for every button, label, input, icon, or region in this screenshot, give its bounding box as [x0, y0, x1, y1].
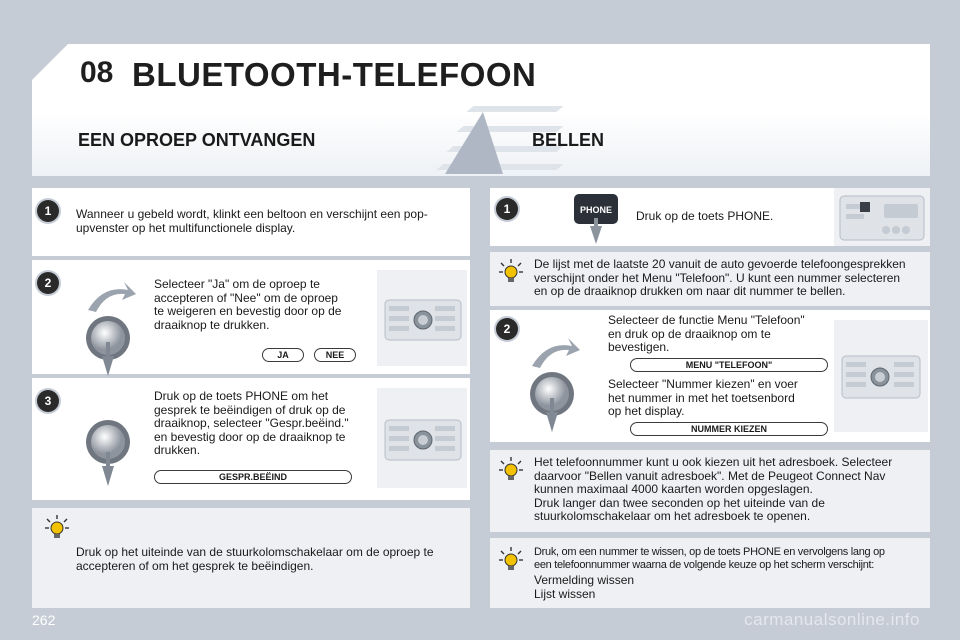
right-step2-text-b: Selecteer "Nummer kiezen" en voer het nummer in met het toetsenbord op het display.: [608, 377, 798, 418]
right-step1-text: Druk op de toets PHONE.: [636, 209, 774, 223]
nummer-kiezen-button[interactable]: NUMMER KIEZEN: [630, 422, 828, 436]
no-button[interactable]: NEE: [314, 348, 356, 362]
radio-panel-icon: [834, 188, 930, 246]
right-tip1-text: De lijst met de laatste 20 vanuit de auto gevoerde telefoongesprekken verschijnt onder het Menu "Telefoon". U kunt een nummer selecteren en op de draaiknop drukken om naar dit nummer te bellen.: [534, 257, 906, 298]
page-title: BLUETOOTH-TELEFOON: [132, 56, 537, 93]
step-badge: 1: [37, 200, 59, 222]
rotary-knob-icon: [78, 280, 138, 380]
left-step1-text: Wanneer u gebeld wordt, klinkt een beltoon en verschijnt een pop- upvenster op het multifunctionele display.: [76, 207, 428, 235]
right-tip2-text: Het telefoonnummer kunt u ook kiezen uit het adresboek. Selecteer daarvoor "Bellen vanuit adresboek". Met de Peugeot Connect Nav kunnen maximaal 4000 kaarten worden opgeslagen. Druk langer dan twee seconden op het uiteinde van de stuurkolomschakelaar om het adresboek te openen.: [534, 455, 893, 523]
header-corner: [32, 44, 68, 80]
decorative-shard: [445, 112, 503, 174]
left-tip-text: Druk op het uiteinde van de stuurkolomschakelaar om de oproep te accepteren of om het gesprek te beëindigen.: [76, 545, 434, 573]
page-number: 262: [32, 612, 56, 628]
phone-key-label: PHONE: [579, 205, 613, 215]
radio-panel-icon: [834, 320, 928, 432]
phone-key-icon: [570, 192, 622, 244]
right-tip2-panel: [490, 450, 930, 532]
lightbulb-icon: [498, 546, 524, 572]
right-step2-panel: [490, 310, 930, 442]
left-step1-panel: [32, 188, 470, 256]
lightbulb-icon: [44, 514, 70, 540]
step-badge: 2: [496, 318, 518, 340]
right-step1-panel: [490, 188, 930, 246]
step-badge: 2: [37, 272, 59, 294]
menu-telefoon-button[interactable]: MENU "TELEFOON": [630, 358, 828, 372]
watermark: carmanualsonline.info: [744, 610, 920, 629]
section-title-call: BELLEN: [532, 130, 604, 150]
right-tip3-text-small: Druk, om een nummer te wissen, op de toets PHONE en vervolgens lang op een telefoonnummer waarna de volgende keuze op het scherm verschijnt:: [534, 546, 885, 571]
right-tip3-options: Vermelding wissen Lijst wissen: [534, 573, 635, 601]
lightbulb-icon: [498, 258, 524, 284]
chapter-number: 08: [80, 56, 114, 89]
radio-panel-icon: [377, 388, 467, 488]
right-tip3-panel: [490, 538, 930, 608]
left-tip-panel: [32, 508, 470, 608]
step-badge: 3: [37, 390, 59, 412]
section-title-receive: EEN OPROEP ONTVANGEN: [78, 130, 316, 150]
rotary-knob-icon: [522, 336, 582, 436]
right-step2-text-a: Selecteer de functie Menu "Telefoon" en druk op de draaiknop om te bevestigen.: [608, 313, 805, 354]
left-step3-text: Druk op de toets PHONE om het gesprek te beëindigen of druk op de draaiknop, selecteer "Gespr.beëind." en bevestig door op de draaiknop te drukken.: [154, 389, 349, 457]
lightbulb-icon: [498, 456, 524, 482]
yes-button[interactable]: JA: [262, 348, 304, 362]
left-step2-panel: [32, 260, 470, 374]
left-step3-panel: [32, 378, 470, 500]
right-tip1-panel: [490, 252, 930, 306]
end-call-button[interactable]: GESPR.BEËIND: [154, 470, 352, 484]
rotary-knob-icon: [78, 394, 138, 494]
radio-panel-icon: [377, 270, 467, 366]
left-step2-text: Selecteer "Ja" om de oproep te accepteren of "Nee" om de oproep te weigeren en bevestig door op de draaiknop te drukken.: [154, 277, 342, 332]
step-badge: 1: [496, 198, 518, 220]
